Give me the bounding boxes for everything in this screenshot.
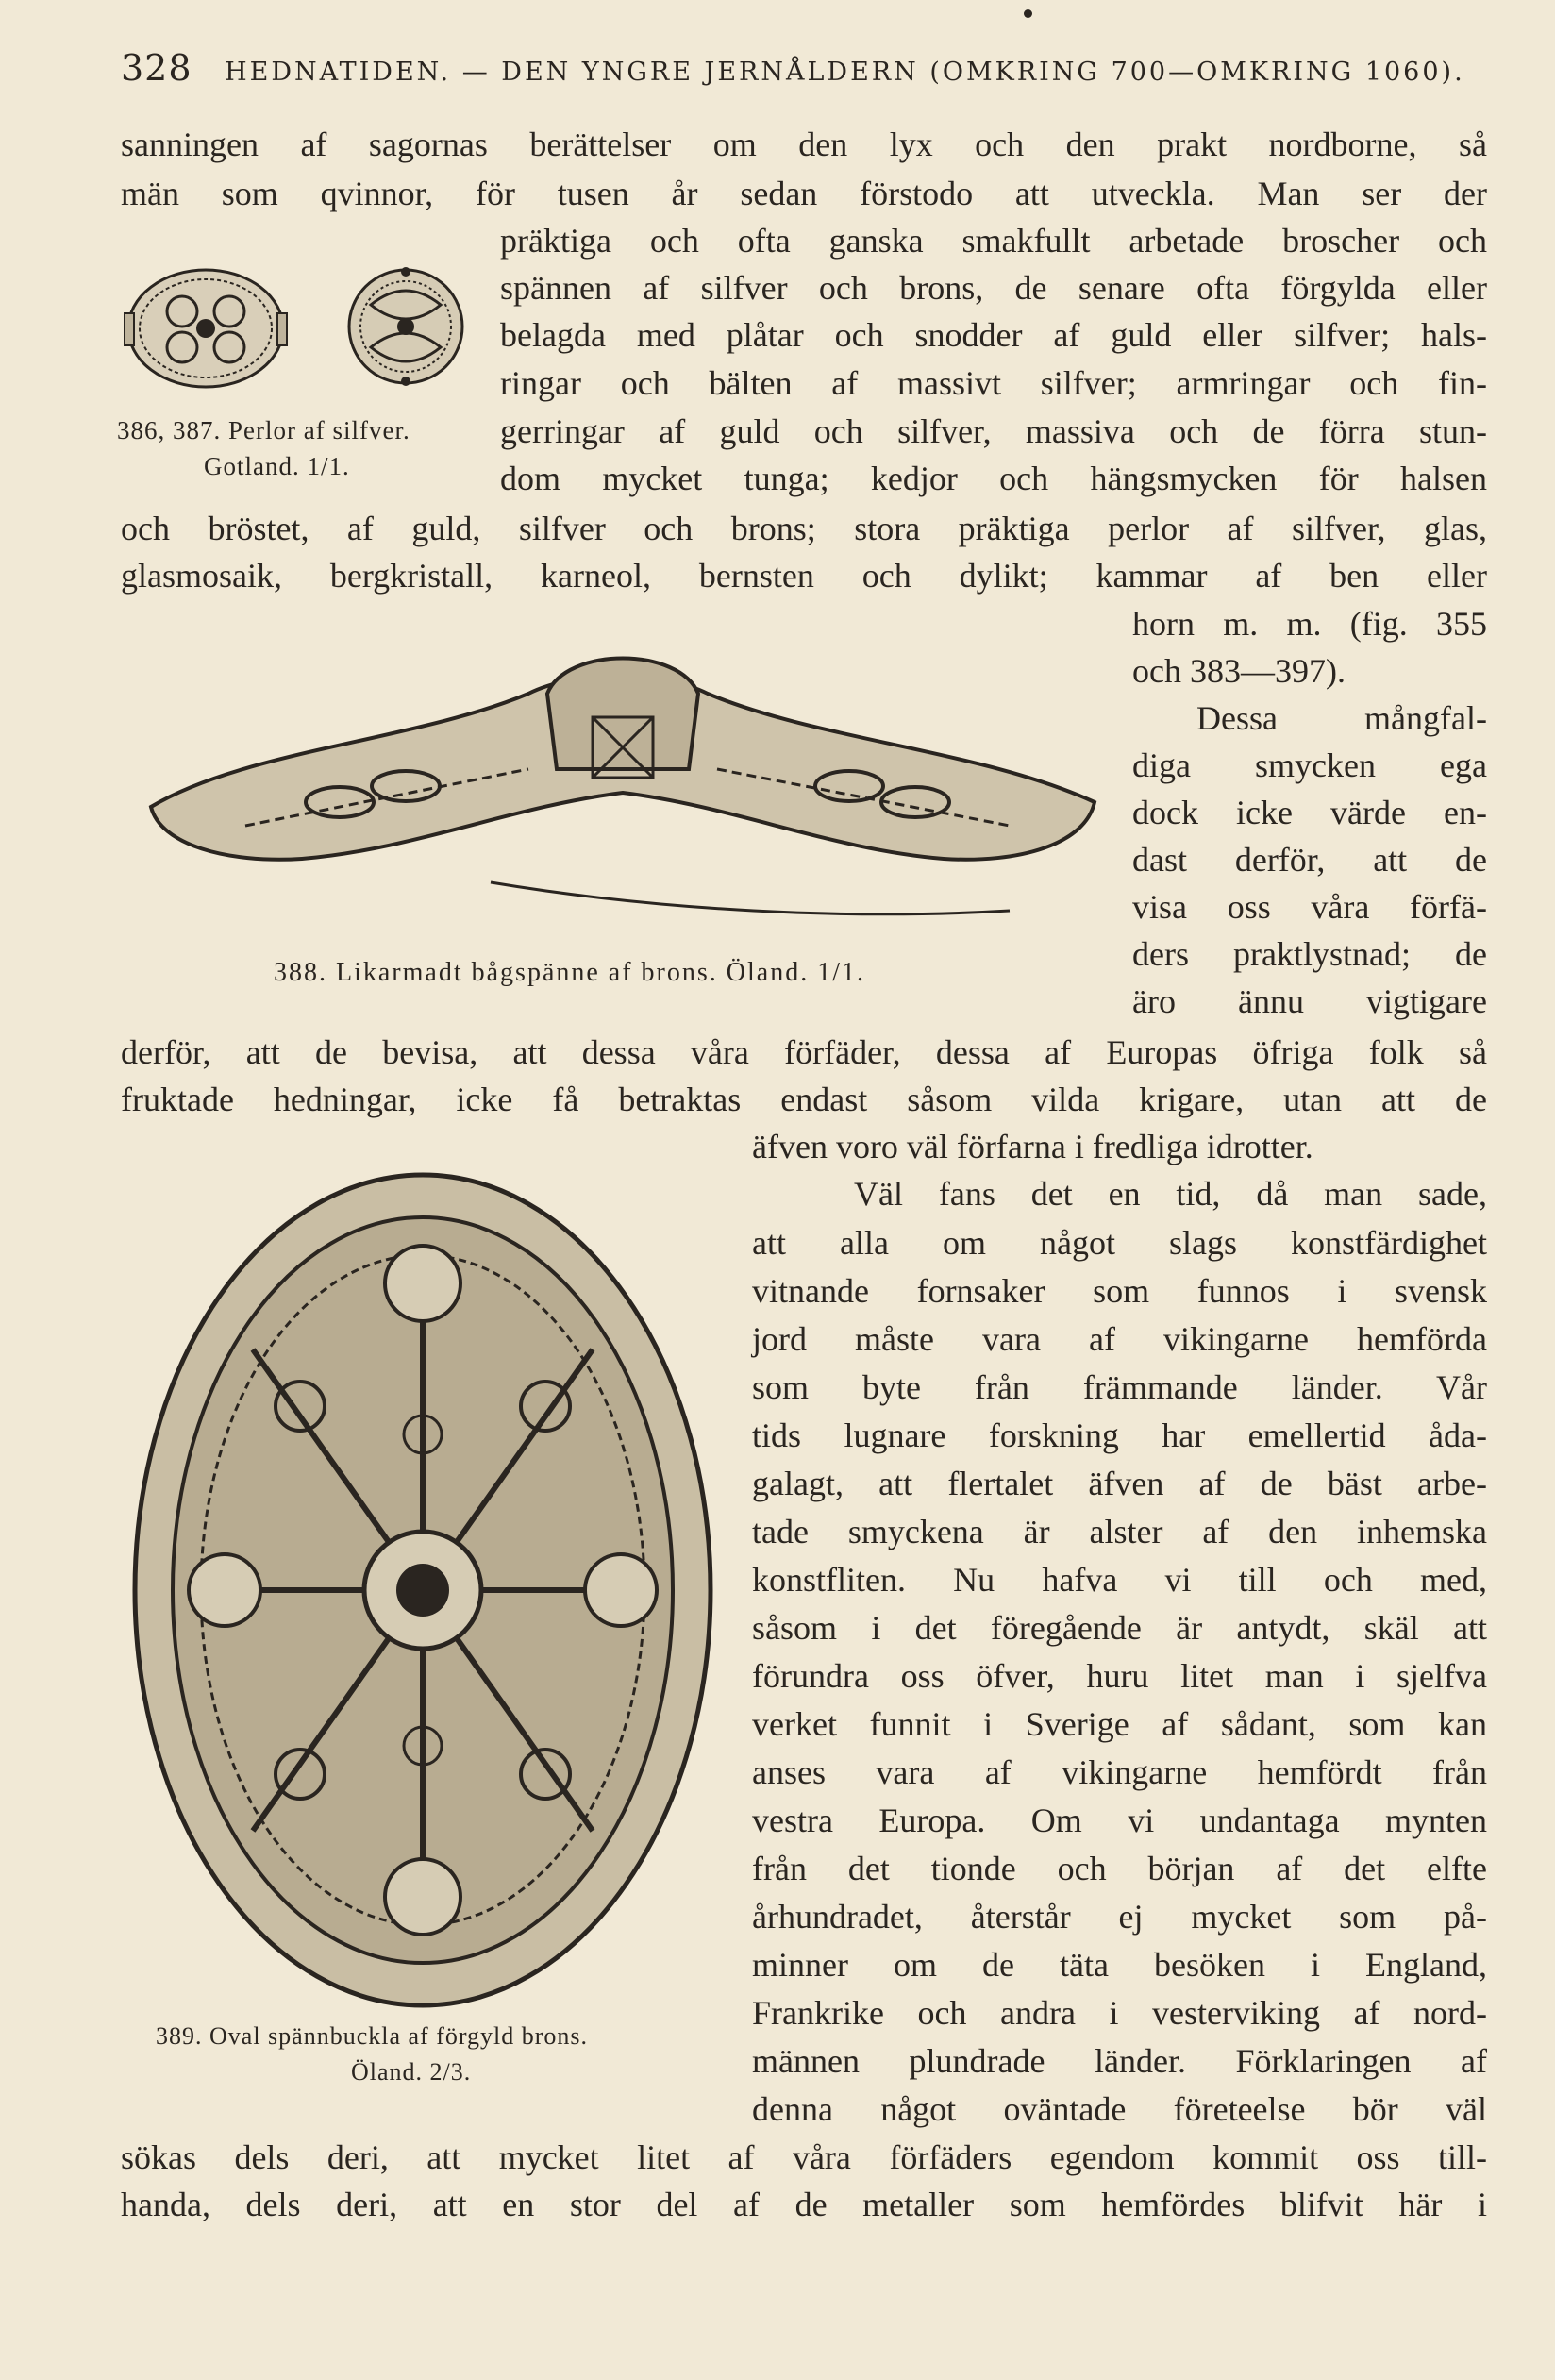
text-line: såsom i det föregående är antydt, skäl att xyxy=(752,1609,1487,1647)
text-line: vitnande fornsaker som funnos i svensk xyxy=(752,1272,1487,1310)
caption-fig-389: 389. Oval spännbuckla af förgyld brons. xyxy=(156,2022,589,2050)
text-line: fruktade hedningar, icke få betraktas endast såsom vilda krigare, utan att de xyxy=(121,1081,1487,1118)
text-line: ringar och bälten af massivt silfver; armringar och fin- xyxy=(500,364,1487,402)
text-line: denna något oväntade företeelse bör väl xyxy=(752,2090,1487,2128)
text-line: verket funnit i Sverige af sådant, som kan xyxy=(752,1705,1487,1743)
text-line: jord måste vara af vikingarne hemförda xyxy=(752,1320,1487,1358)
running-title: HEDNATIDEN. — DEN YNGRE JERNÅLDERN (OMKRING 700—OMKRING 1060). xyxy=(225,58,1465,87)
text-line: Dessa mångfal- xyxy=(1196,699,1487,737)
text-line: män som qvinnor, för tusen år sedan förstodo att utveckla. Man ser der xyxy=(121,175,1487,212)
text-line: galagt, att flertalet äfven af de bäst arbe- xyxy=(752,1465,1487,1502)
text-line: förundra oss öfver, huru litet man i sjelfva xyxy=(752,1657,1487,1695)
caption-fig-388: 388. Likarmadt bågspänne af brons. Öland. 1/1. xyxy=(274,958,865,987)
bead-386-illustration xyxy=(125,270,287,387)
text-line: anses vara af vikingarne hemfördt från xyxy=(752,1753,1487,1791)
text-line: dast derför, att de xyxy=(1132,841,1487,879)
figure-388-equal-armed-brooch xyxy=(132,628,1113,948)
text-line: och 383—397). xyxy=(1132,652,1346,690)
text-line: gerringar af guld och silfver, massiva och de förra stun- xyxy=(500,412,1487,450)
text-line: horn m. m. (fig. 355 xyxy=(1132,605,1487,643)
text-line: minner om de täta besöken i England, xyxy=(752,1946,1487,1984)
text-line: att alla om något slags konstfärdighet xyxy=(752,1224,1487,1262)
text-line: handa, dels deri, att en stor del af de metaller som hemfördes blifvit här i xyxy=(121,2186,1487,2223)
figure-389-oval-brooch xyxy=(121,1161,725,2020)
text-line: århundradet, återstår ej mycket som på- xyxy=(752,1898,1487,1936)
text-line: glasmosaik, bergkristall, karneol, bernsten och dylikt; kammar af ben eller xyxy=(121,557,1487,595)
text-line: männen plundrade länder. Förklaringen af xyxy=(752,2042,1487,2080)
text-line: derför, att de bevisa, att dessa våra förfäder, dessa af Europas öfriga folk så xyxy=(121,1033,1487,1071)
print-speck xyxy=(1024,9,1032,18)
text-line: och bröstet, af guld, silfver och brons; stora präktiga perlor af silfver, glas, xyxy=(121,510,1487,547)
caption-fig-389-origin: Öland. 2/3. xyxy=(351,2058,472,2086)
text-line: ders praktlystnad; de xyxy=(1132,935,1487,973)
text-line: Frankrike och andra i vesterviking af nord- xyxy=(752,1994,1487,2032)
text-line: som byte från främmande länder. Vår xyxy=(752,1368,1487,1406)
text-line: dom mycket tunga; kedjor och hängsmycken för halsen xyxy=(500,460,1487,497)
text-line: äro ännu vigtigare xyxy=(1132,982,1487,1020)
text-line: präktiga och ofta ganska smakfullt arbetade broscher och xyxy=(500,222,1487,260)
text-line: tids lugnare forskning har emellertid åda- xyxy=(752,1416,1487,1454)
caption-fig-386-387: 386, 387. Perlor af silfver. xyxy=(117,416,410,444)
figure-386-387-beads xyxy=(111,253,479,413)
text-line: sanningen af sagornas berättelser om den lyx och den prakt nordborne, så xyxy=(121,126,1487,163)
caption-fig-386-387-origin: Gotland. 1/1. xyxy=(204,452,350,480)
running-header xyxy=(121,47,1489,89)
text-line: vestra Europa. Om vi undantaga mynten xyxy=(752,1802,1487,1839)
page-number: 328 xyxy=(121,47,192,89)
text-line: sökas dels deri, att mycket litet af våra förfäders egendom kommit oss till- xyxy=(121,2138,1487,2176)
bead-387-illustration xyxy=(349,267,462,386)
text-line: äfven voro väl förfarna i fredliga idrotter. xyxy=(752,1128,1313,1165)
text-line: visa oss våra förfä- xyxy=(1132,888,1487,926)
text-line: belagda med plåtar och snodder af guld eller silfver; hals- xyxy=(500,316,1487,354)
text-line: spännen af silfver och brons, de senare ofta förgylda eller xyxy=(500,269,1487,307)
text-line: konstfliten. Nu hafva vi till och med, xyxy=(752,1561,1487,1599)
text-line: tade smyckena är alster af den inhemska xyxy=(752,1513,1487,1550)
text-line: från det tionde och början af det elfte xyxy=(752,1850,1487,1887)
text-line: diga smycken ega xyxy=(1132,746,1487,784)
text-line: dock icke värde en- xyxy=(1132,794,1487,831)
text-line: Väl fans det en tid, då man sade, xyxy=(854,1175,1487,1213)
